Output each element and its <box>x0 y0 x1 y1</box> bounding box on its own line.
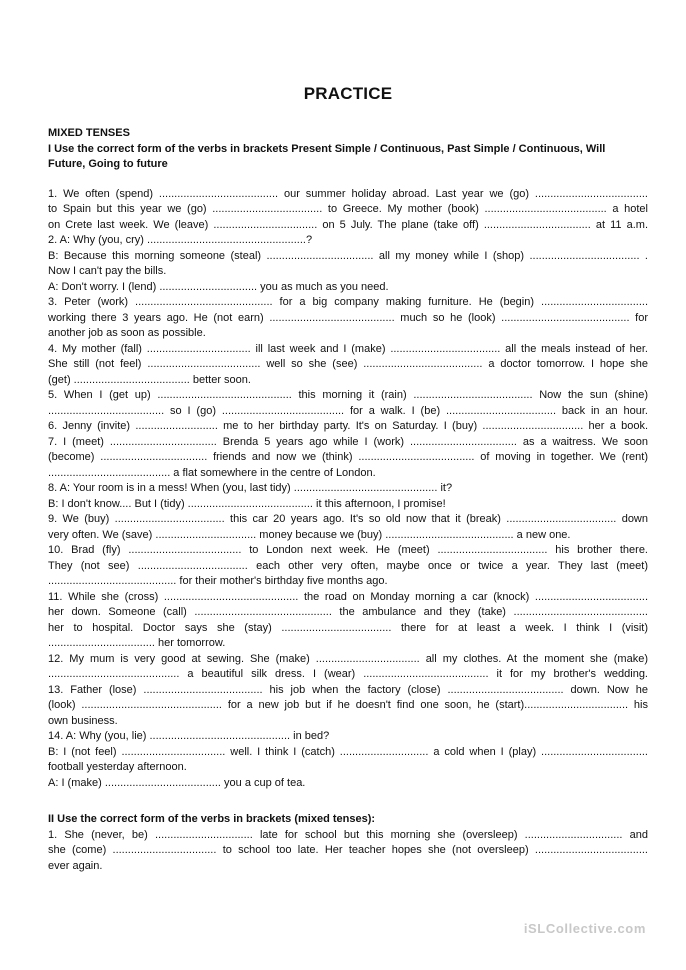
exercise-line: to Spain but this year we (go) .................................... to Greece. My mother (book) ........................................ a hotel <box>48 203 648 215</box>
exercise-line: football yesterday afternoon. <box>48 761 187 773</box>
exercise-line: Now I can't pay the bills. <box>48 265 167 277</box>
exercise-line: ................................... her tomorrow. <box>48 637 226 649</box>
exercise-line: ever again. <box>48 859 103 872</box>
worksheet <box>48 84 648 874</box>
exercise-line: very often. We (save) ................................. money because we (buy) .......................................... a new one. <box>48 528 571 541</box>
section1-instruction-line: I Use the correct form of the verbs in brackets Present Simple / Continuous, Past Simple / Continuous, Will <box>48 142 606 155</box>
exercise-line: 5. When I (get up) ............................................ this morning it (rain) ....................................... Now the sun (shine) <box>48 389 648 401</box>
exercise-line: on Crete last week. We (leave) .................................. on 5 July. The plane (take off) ................................... at 11 a.m. <box>48 218 648 231</box>
exercise-line: ........................................ a flat somewhere in the centre of London. <box>48 466 376 479</box>
section2-heading: II Use the correct form of the verbs in brackets (mixed tenses): <box>48 813 376 825</box>
exercise-line: 11. While she (cross) ............................................ the road on Monday morning a car (knock) ..................................... <box>48 590 648 603</box>
exercise-line: her down. Someone (call) ............................................. the ambulance and they (take) ............................................ <box>48 606 648 618</box>
section1-heading: MIXED TENSES <box>48 127 130 139</box>
exercise-line: 8. A: Your room is in a mess! When (you, last tidy) ............................................... it? <box>48 482 453 494</box>
exercise-line: 2. A: Why (you, cry) ....................................................? <box>48 234 313 246</box>
exercise-line: They (not see) .................................... each other very often, maybe once or twice a year. They last (meet) <box>48 559 648 572</box>
exercise-line: 9. We (buy) .................................... this car 20 years ago. It's so old now that it (break) .................................... down <box>48 513 648 525</box>
exercise-line: another job as soon as possible. <box>48 327 206 339</box>
exercise-line: working there 3 years ago. He (not earn) ......................................... much so he (look) .......................................... for <box>48 311 648 324</box>
exercise-line: her to hospital. Doctor says she (stay) .................................... there for at least a week. I think I (visit) <box>48 621 648 634</box>
section1-exercise-lines <box>48 187 648 792</box>
exercise-line: 3. Peter (work) ............................................. for a big company making furniture. He (begin) ................................... <box>48 296 648 308</box>
section2-exercise-lines <box>48 828 648 875</box>
exercise-line: 10. Brad (fly) ..................................... to London next week. He (meet) .................................... his brother there. <box>48 544 648 556</box>
section1-instruction-line: Future, Going to future <box>48 158 168 170</box>
exercise-line: A: I (make) ...................................... you a cup of tea. <box>48 776 306 789</box>
exercise-line: A: Don't worry. I (lend) ................................ you as much as you need. <box>48 280 389 293</box>
exercise-line: 1. We often (spend) ....................................... our summer holiday abroad. Last year we (go) ..................................... <box>48 187 648 200</box>
exercise-line: B: I don't know.... But I (tidy) ......................................... it this afternoon, I promise! <box>48 497 446 510</box>
exercise-line: B: I (not feel) .................................. well. I think I (catch) ............................. a cold when I (play) ................................... <box>48 745 648 758</box>
exercise-line: B: Because this morning someone (steal) ................................... all my money while I (shop) .................................... . <box>48 249 648 262</box>
watermark: iSLCollective.com <box>523 921 646 936</box>
exercise-line: 1. She (never, be) ................................ late for school but this morning she (oversleep) ................................ and <box>48 828 648 841</box>
section-divider <box>48 791 648 812</box>
exercise-line: 12. My mum is very good at sewing. She (make) .................................. all my clothes. At the moment she (make) <box>48 652 648 665</box>
exercise-line: 14. A: Why (you, lie) .............................................. in bed? <box>48 730 330 742</box>
exercise-line: 13. Father (lose) ....................................... his job when the factory (close) ...................................... down. Now he <box>48 683 648 696</box>
exercise-line: She still (not feel) ..................................... well so she (see) ....................................... a doctor tomorrow. I hope she <box>48 358 648 370</box>
exercise-line: ...................................... so I (go) ........................................ for a walk. I (be) .................................... back in an hour. <box>48 404 648 417</box>
exercise-line: 7. I (meet) ................................... Brenda 5 years ago while I (work) ................................... as a waitress. We soon <box>48 435 648 448</box>
exercise-line: .......................................... for their mother's birthday five months ago. <box>48 575 388 587</box>
exercise-line: 6. Jenny (invite) ........................... me to her birthday party. It's on Saturday. I (buy) ................................. her a book. <box>48 420 648 432</box>
exercise-line: ........................................... a beautiful silk dress. I (wear) ......................................... it for my brother's wedding. <box>48 668 648 680</box>
exercise-line: own business. <box>48 714 118 727</box>
exercise-line: (look) .............................................. for a new job but if he doesn't find one soon, he (start).................................. his <box>48 699 648 711</box>
exercise-line: 4. My mother (fall) .................................. ill last week and I (make) .................................... all the meals instead of her. <box>48 342 648 355</box>
page-title: PRACTICE <box>303 84 393 103</box>
exercise-line: (become) ................................... friends and now we (think) ...................................... of moving in together. We (rent) <box>48 451 648 463</box>
exercise-line: (get) ...................................... better soon. <box>48 373 251 386</box>
exercise-line: she (come) .................................. to school too late. Her teacher hopes she (not oversleep) ..................................... <box>48 844 648 856</box>
